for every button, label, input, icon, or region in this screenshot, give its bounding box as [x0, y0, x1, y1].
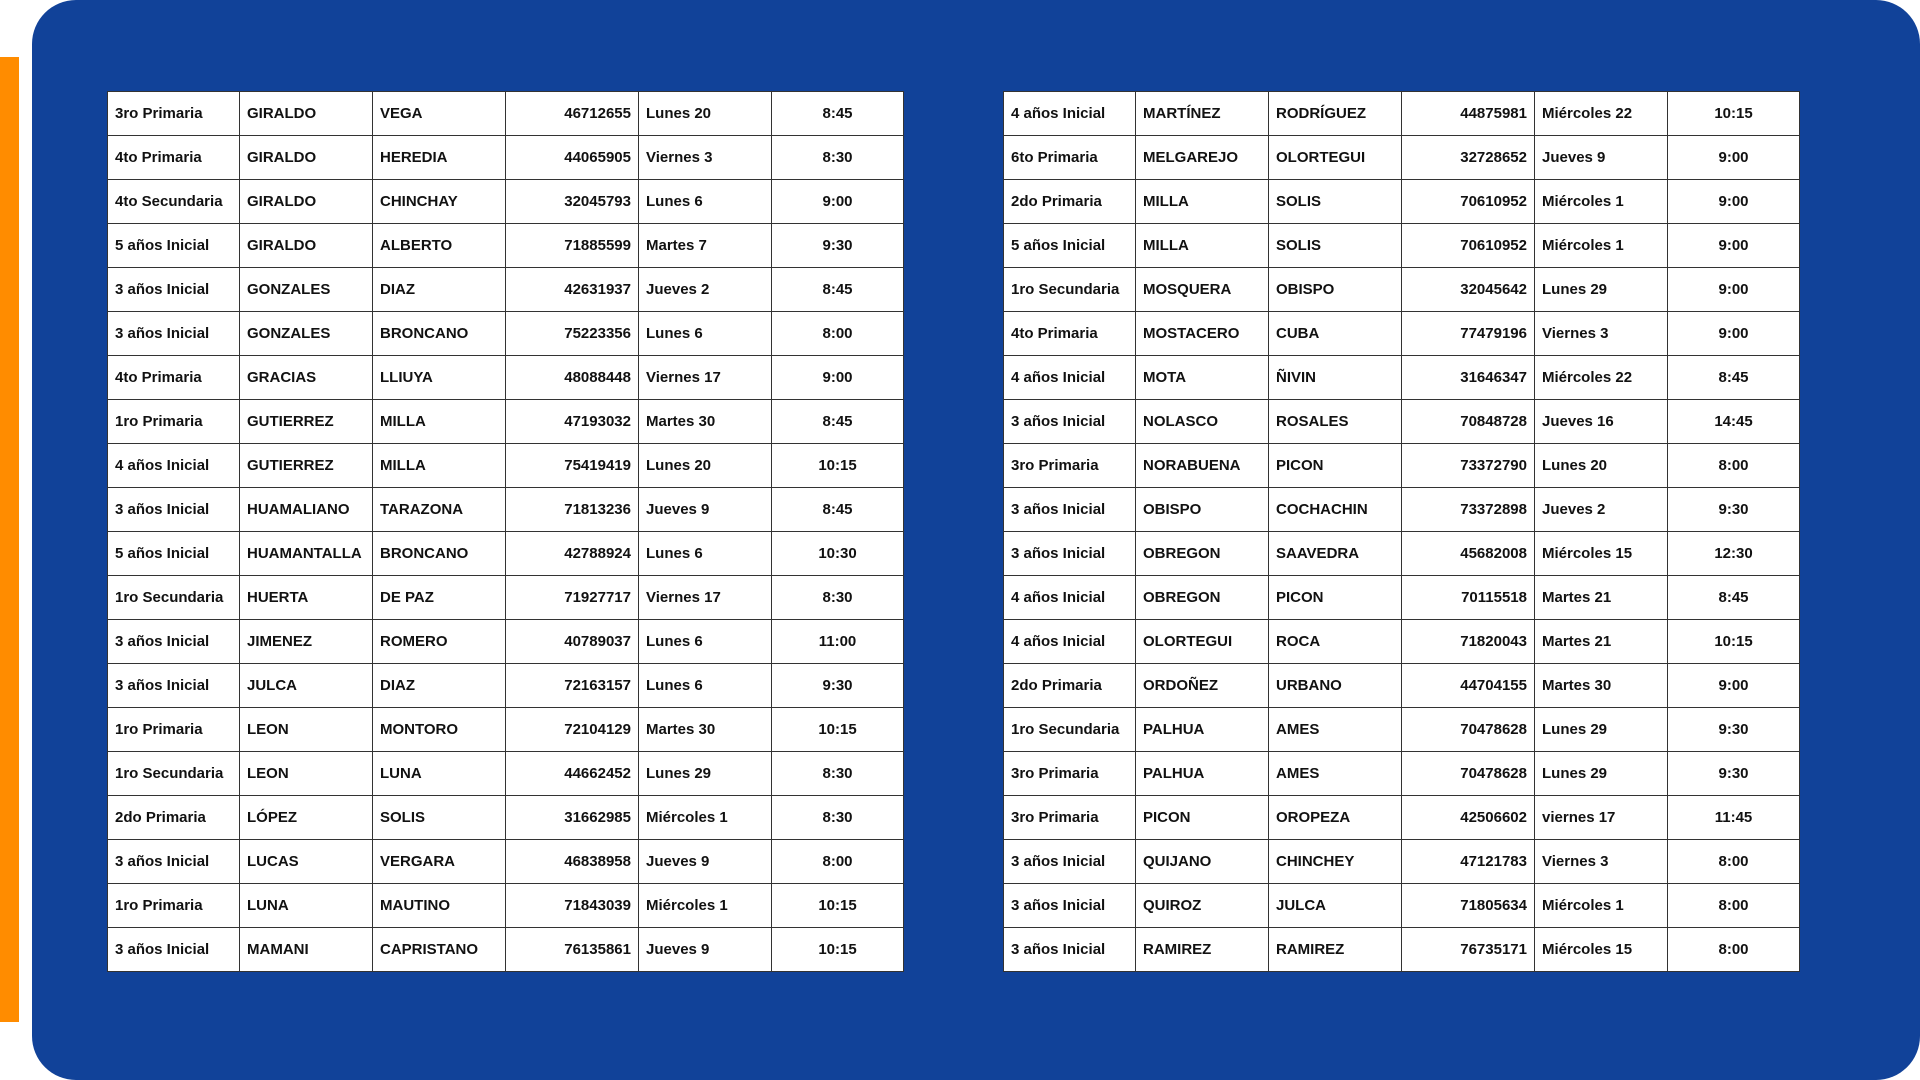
time-cell: 9:00 — [1668, 664, 1800, 708]
day-cell: Lunes 29 — [1535, 268, 1668, 312]
dni-cell: 71813236 — [506, 488, 639, 532]
first-surname-cell: OLORTEGUI — [1136, 620, 1269, 664]
time-cell: 9:30 — [772, 664, 904, 708]
grade-cell: 3 años Inicial — [1004, 884, 1136, 928]
day-cell: viernes 17 — [1535, 796, 1668, 840]
table-row — [108, 840, 904, 884]
time-cell: 10:15 — [1668, 620, 1800, 664]
schedule-table-left — [107, 91, 904, 972]
first-surname-cell: LEON — [240, 708, 373, 752]
first-surname-cell: MOSQUERA — [1136, 268, 1269, 312]
schedule-table-right — [1003, 91, 1800, 972]
first-surname-cell: RAMIREZ — [1136, 928, 1269, 972]
grade-cell: 3ro Primaria — [1004, 444, 1136, 488]
day-cell: Miércoles 22 — [1535, 356, 1668, 400]
second-surname-cell: MAUTINO — [373, 884, 506, 928]
dni-cell: 70610952 — [1402, 180, 1535, 224]
second-surname-cell: DIAZ — [373, 268, 506, 312]
dni-cell: 47193032 — [506, 400, 639, 444]
table-row — [1004, 576, 1800, 620]
table-row — [108, 444, 904, 488]
day-cell: Jueves 2 — [1535, 488, 1668, 532]
dni-cell: 72163157 — [506, 664, 639, 708]
second-surname-cell: ROCA — [1269, 620, 1402, 664]
table-row — [1004, 400, 1800, 444]
day-cell: Lunes 20 — [639, 444, 772, 488]
grade-cell: 1ro Primaria — [108, 884, 240, 928]
first-surname-cell: MAMANI — [240, 928, 373, 972]
time-cell: 9:30 — [772, 224, 904, 268]
table-row — [108, 136, 904, 180]
time-cell: 9:00 — [1668, 268, 1800, 312]
second-surname-cell: BRONCANO — [373, 312, 506, 356]
grade-cell: 4to Primaria — [108, 136, 240, 180]
second-surname-cell: OROPEZA — [1269, 796, 1402, 840]
dni-cell: 44875981 — [1402, 92, 1535, 136]
second-surname-cell: MONTORO — [373, 708, 506, 752]
grade-cell: 4to Primaria — [108, 356, 240, 400]
grade-cell: 3 años Inicial — [1004, 840, 1136, 884]
day-cell: Miércoles 1 — [639, 796, 772, 840]
table-row — [1004, 708, 1800, 752]
time-cell: 10:15 — [1668, 92, 1800, 136]
day-cell: Martes 30 — [639, 708, 772, 752]
day-cell: Lunes 6 — [639, 620, 772, 664]
dni-cell: 32045793 — [506, 180, 639, 224]
second-surname-cell: JULCA — [1269, 884, 1402, 928]
first-surname-cell: MOSTACERO — [1136, 312, 1269, 356]
dni-cell: 73372790 — [1402, 444, 1535, 488]
grade-cell: 5 años Inicial — [108, 224, 240, 268]
grade-cell: 3 años Inicial — [1004, 400, 1136, 444]
dni-cell: 44065905 — [506, 136, 639, 180]
grade-cell: 1ro Secundaria — [1004, 708, 1136, 752]
first-surname-cell: GRACIAS — [240, 356, 373, 400]
first-surname-cell: GONZALES — [240, 268, 373, 312]
table-row — [1004, 92, 1800, 136]
first-surname-cell: OBREGON — [1136, 532, 1269, 576]
grade-cell: 4 años Inicial — [1004, 576, 1136, 620]
second-surname-cell: PICON — [1269, 576, 1402, 620]
first-surname-cell: LUCAS — [240, 840, 373, 884]
day-cell: Viernes 3 — [1535, 312, 1668, 356]
second-surname-cell: VEGA — [373, 92, 506, 136]
table-row — [108, 312, 904, 356]
second-surname-cell: SAAVEDRA — [1269, 532, 1402, 576]
day-cell: Lunes 29 — [1535, 708, 1668, 752]
dni-cell: 71805634 — [1402, 884, 1535, 928]
grade-cell: 5 años Inicial — [108, 532, 240, 576]
grade-cell: 3 años Inicial — [108, 312, 240, 356]
time-cell: 9:00 — [1668, 224, 1800, 268]
dni-cell: 75223356 — [506, 312, 639, 356]
day-cell: Viernes 3 — [1535, 840, 1668, 884]
first-surname-cell: NOLASCO — [1136, 400, 1269, 444]
day-cell: Lunes 6 — [639, 180, 772, 224]
day-cell: Miércoles 15 — [1535, 532, 1668, 576]
dni-cell: 31662985 — [506, 796, 639, 840]
first-surname-cell: LUNA — [240, 884, 373, 928]
dni-cell: 71885599 — [506, 224, 639, 268]
time-cell: 11:45 — [1668, 796, 1800, 840]
time-cell: 8:00 — [1668, 444, 1800, 488]
grade-cell: 3 años Inicial — [1004, 928, 1136, 972]
time-cell: 9:30 — [1668, 708, 1800, 752]
day-cell: Lunes 20 — [1535, 444, 1668, 488]
day-cell: Miércoles 22 — [1535, 92, 1668, 136]
table-row — [108, 224, 904, 268]
day-cell: Miércoles 1 — [1535, 180, 1668, 224]
second-surname-cell: CHINCHEY — [1269, 840, 1402, 884]
table-row — [1004, 268, 1800, 312]
first-surname-cell: JIMENEZ — [240, 620, 373, 664]
table-row — [1004, 752, 1800, 796]
second-surname-cell: RODRÍGUEZ — [1269, 92, 1402, 136]
day-cell: Jueves 2 — [639, 268, 772, 312]
dni-cell: 45682008 — [1402, 532, 1535, 576]
second-surname-cell: DE PAZ — [373, 576, 506, 620]
dni-cell: 77479196 — [1402, 312, 1535, 356]
grade-cell: 4 años Inicial — [1004, 92, 1136, 136]
time-cell: 12:30 — [1668, 532, 1800, 576]
table-row — [1004, 796, 1800, 840]
grade-cell: 3 años Inicial — [108, 664, 240, 708]
orange-accent-bar — [0, 57, 19, 1022]
time-cell: 10:30 — [772, 532, 904, 576]
table-row — [1004, 356, 1800, 400]
dni-cell: 44704155 — [1402, 664, 1535, 708]
second-surname-cell: TARAZONA — [373, 488, 506, 532]
first-surname-cell: HUAMANTALLA — [240, 532, 373, 576]
time-cell: 9:00 — [772, 180, 904, 224]
day-cell: Viernes 3 — [639, 136, 772, 180]
day-cell: Miércoles 1 — [639, 884, 772, 928]
second-surname-cell: CAPRISTANO — [373, 928, 506, 972]
second-surname-cell: ROMERO — [373, 620, 506, 664]
first-surname-cell: GIRALDO — [240, 224, 373, 268]
table-row — [108, 400, 904, 444]
second-surname-cell: ROSALES — [1269, 400, 1402, 444]
time-cell: 8:45 — [1668, 356, 1800, 400]
second-surname-cell: COCHACHIN — [1269, 488, 1402, 532]
grade-cell: 1ro Primaria — [108, 708, 240, 752]
grade-cell: 4 años Inicial — [108, 444, 240, 488]
time-cell: 11:00 — [772, 620, 904, 664]
second-surname-cell: PICON — [1269, 444, 1402, 488]
dni-cell: 70478628 — [1402, 752, 1535, 796]
time-cell: 8:45 — [772, 92, 904, 136]
dni-cell: 31646347 — [1402, 356, 1535, 400]
dni-cell: 42506602 — [1402, 796, 1535, 840]
first-surname-cell: MOTA — [1136, 356, 1269, 400]
table-row — [108, 884, 904, 928]
time-cell: 9:00 — [772, 356, 904, 400]
day-cell: Lunes 29 — [639, 752, 772, 796]
second-surname-cell: MILLA — [373, 400, 506, 444]
dni-cell: 70115518 — [1402, 576, 1535, 620]
second-surname-cell: HEREDIA — [373, 136, 506, 180]
dni-cell: 72104129 — [506, 708, 639, 752]
second-surname-cell: ALBERTO — [373, 224, 506, 268]
table-row — [108, 796, 904, 840]
second-surname-cell: BRONCANO — [373, 532, 506, 576]
first-surname-cell: OBREGON — [1136, 576, 1269, 620]
dni-cell: 70478628 — [1402, 708, 1535, 752]
time-cell: 8:45 — [772, 488, 904, 532]
grade-cell: 6to Primaria — [1004, 136, 1136, 180]
table-row — [1004, 488, 1800, 532]
day-cell: Viernes 17 — [639, 356, 772, 400]
day-cell: Lunes 6 — [639, 532, 772, 576]
day-cell: Lunes 6 — [639, 664, 772, 708]
time-cell: 9:00 — [1668, 136, 1800, 180]
first-surname-cell: QUIJANO — [1136, 840, 1269, 884]
second-surname-cell: LUNA — [373, 752, 506, 796]
first-surname-cell: GIRALDO — [240, 136, 373, 180]
first-surname-cell: OBISPO — [1136, 488, 1269, 532]
grade-cell: 4 años Inicial — [1004, 356, 1136, 400]
day-cell: Miércoles 15 — [1535, 928, 1668, 972]
dni-cell: 71843039 — [506, 884, 639, 928]
table-row — [108, 752, 904, 796]
day-cell: Martes 30 — [1535, 664, 1668, 708]
day-cell: Jueves 9 — [1535, 136, 1668, 180]
grade-cell: 4to Primaria — [1004, 312, 1136, 356]
time-cell: 9:00 — [1668, 312, 1800, 356]
second-surname-cell: SOLIS — [1269, 224, 1402, 268]
time-cell: 8:00 — [1668, 884, 1800, 928]
grade-cell: 3 años Inicial — [1004, 488, 1136, 532]
second-surname-cell: CUBA — [1269, 312, 1402, 356]
dni-cell: 42788924 — [506, 532, 639, 576]
second-surname-cell: SOLIS — [373, 796, 506, 840]
first-surname-cell: ORDOÑEZ — [1136, 664, 1269, 708]
time-cell: 9:30 — [1668, 752, 1800, 796]
dni-cell: 32045642 — [1402, 268, 1535, 312]
table-row — [108, 708, 904, 752]
dni-cell: 32728652 — [1402, 136, 1535, 180]
table-row — [1004, 180, 1800, 224]
grade-cell: 3ro Primaria — [1004, 752, 1136, 796]
first-surname-cell: GIRALDO — [240, 92, 373, 136]
dni-cell: 76735171 — [1402, 928, 1535, 972]
dni-cell: 40789037 — [506, 620, 639, 664]
second-surname-cell: RAMIREZ — [1269, 928, 1402, 972]
time-cell: 10:15 — [772, 708, 904, 752]
dni-cell: 48088448 — [506, 356, 639, 400]
time-cell: 8:00 — [1668, 928, 1800, 972]
time-cell: 8:00 — [772, 840, 904, 884]
table-row — [108, 620, 904, 664]
first-surname-cell: LÓPEZ — [240, 796, 373, 840]
day-cell: Lunes 29 — [1535, 752, 1668, 796]
time-cell: 8:45 — [1668, 576, 1800, 620]
table-row — [1004, 224, 1800, 268]
grade-cell: 3ro Primaria — [108, 92, 240, 136]
table-row — [108, 928, 904, 972]
grade-cell: 3ro Primaria — [1004, 796, 1136, 840]
grade-cell: 3 años Inicial — [1004, 532, 1136, 576]
dni-cell: 71927717 — [506, 576, 639, 620]
day-cell: Lunes 6 — [639, 312, 772, 356]
grade-cell: 1ro Secundaria — [1004, 268, 1136, 312]
table-row — [108, 180, 904, 224]
grade-cell: 4 años Inicial — [1004, 620, 1136, 664]
second-surname-cell: OBISPO — [1269, 268, 1402, 312]
day-cell: Martes 30 — [639, 400, 772, 444]
time-cell: 9:30 — [1668, 488, 1800, 532]
grade-cell: 3 años Inicial — [108, 928, 240, 972]
time-cell: 8:30 — [772, 752, 904, 796]
second-surname-cell: OLORTEGUI — [1269, 136, 1402, 180]
dni-cell: 46712655 — [506, 92, 639, 136]
grade-cell: 3 años Inicial — [108, 840, 240, 884]
day-cell: Jueves 9 — [639, 488, 772, 532]
time-cell: 8:30 — [772, 796, 904, 840]
dni-cell: 70848728 — [1402, 400, 1535, 444]
table-row — [1004, 620, 1800, 664]
day-cell: Miércoles 1 — [1535, 884, 1668, 928]
table-row — [108, 532, 904, 576]
second-surname-cell: AMES — [1269, 708, 1402, 752]
grade-cell: 5 años Inicial — [1004, 224, 1136, 268]
time-cell: 8:45 — [772, 268, 904, 312]
day-cell: Jueves 9 — [639, 840, 772, 884]
day-cell: Martes 7 — [639, 224, 772, 268]
time-cell: 14:45 — [1668, 400, 1800, 444]
day-cell: Viernes 17 — [639, 576, 772, 620]
first-surname-cell: GUTIERREZ — [240, 400, 373, 444]
first-surname-cell: PALHUA — [1136, 708, 1269, 752]
grade-cell: 2do Primaria — [108, 796, 240, 840]
dni-cell: 70610952 — [1402, 224, 1535, 268]
table-row — [108, 268, 904, 312]
first-surname-cell: LEON — [240, 752, 373, 796]
time-cell: 8:30 — [772, 136, 904, 180]
time-cell: 8:00 — [772, 312, 904, 356]
table-row — [108, 488, 904, 532]
table-row — [1004, 884, 1800, 928]
day-cell: Jueves 9 — [639, 928, 772, 972]
day-cell: Miércoles 1 — [1535, 224, 1668, 268]
time-cell: 10:15 — [772, 928, 904, 972]
table-row — [108, 92, 904, 136]
day-cell: Martes 21 — [1535, 620, 1668, 664]
second-surname-cell: URBANO — [1269, 664, 1402, 708]
second-surname-cell: ÑIVIN — [1269, 356, 1402, 400]
time-cell: 9:00 — [1668, 180, 1800, 224]
dni-cell: 42631937 — [506, 268, 639, 312]
first-surname-cell: GIRALDO — [240, 180, 373, 224]
second-surname-cell: SOLIS — [1269, 180, 1402, 224]
grade-cell: 1ro Primaria — [108, 400, 240, 444]
first-surname-cell: MILLA — [1136, 180, 1269, 224]
dni-cell: 47121783 — [1402, 840, 1535, 884]
time-cell: 8:30 — [772, 576, 904, 620]
dni-cell: 73372898 — [1402, 488, 1535, 532]
table-body — [108, 92, 904, 972]
second-surname-cell: CHINCHAY — [373, 180, 506, 224]
day-cell: Lunes 20 — [639, 92, 772, 136]
dni-cell: 76135861 — [506, 928, 639, 972]
first-surname-cell: MARTÍNEZ — [1136, 92, 1269, 136]
table-row — [1004, 312, 1800, 356]
time-cell: 8:00 — [1668, 840, 1800, 884]
first-surname-cell: JULCA — [240, 664, 373, 708]
first-surname-cell: HUERTA — [240, 576, 373, 620]
first-surname-cell: QUIROZ — [1136, 884, 1269, 928]
table-row — [1004, 136, 1800, 180]
dni-cell: 46838958 — [506, 840, 639, 884]
grade-cell: 4to Secundaria — [108, 180, 240, 224]
grade-cell: 1ro Secundaria — [108, 752, 240, 796]
first-surname-cell: GONZALES — [240, 312, 373, 356]
dni-cell: 75419419 — [506, 444, 639, 488]
grade-cell: 3 años Inicial — [108, 268, 240, 312]
table-row — [1004, 664, 1800, 708]
first-surname-cell: GUTIERREZ — [240, 444, 373, 488]
second-surname-cell: AMES — [1269, 752, 1402, 796]
grade-cell: 1ro Secundaria — [108, 576, 240, 620]
grade-cell: 2do Primaria — [1004, 180, 1136, 224]
time-cell: 8:45 — [772, 400, 904, 444]
first-surname-cell: MELGAREJO — [1136, 136, 1269, 180]
grade-cell: 3 años Inicial — [108, 488, 240, 532]
time-cell: 10:15 — [772, 884, 904, 928]
grade-cell: 2do Primaria — [1004, 664, 1136, 708]
first-surname-cell: PALHUA — [1136, 752, 1269, 796]
day-cell: Jueves 16 — [1535, 400, 1668, 444]
table-body — [1004, 92, 1800, 972]
second-surname-cell: MILLA — [373, 444, 506, 488]
first-surname-cell: NORABUENA — [1136, 444, 1269, 488]
day-cell: Martes 21 — [1535, 576, 1668, 620]
table-row — [1004, 444, 1800, 488]
second-surname-cell: DIAZ — [373, 664, 506, 708]
first-surname-cell: MILLA — [1136, 224, 1269, 268]
second-surname-cell: LLIUYA — [373, 356, 506, 400]
table-row — [1004, 928, 1800, 972]
table-row — [1004, 532, 1800, 576]
second-surname-cell: VERGARA — [373, 840, 506, 884]
dni-cell: 44662452 — [506, 752, 639, 796]
grade-cell: 3 años Inicial — [108, 620, 240, 664]
table-row — [1004, 840, 1800, 884]
table-row — [108, 576, 904, 620]
table-row — [108, 356, 904, 400]
table-row — [108, 664, 904, 708]
first-surname-cell: HUAMALIANO — [240, 488, 373, 532]
first-surname-cell: PICON — [1136, 796, 1269, 840]
dni-cell: 71820043 — [1402, 620, 1535, 664]
time-cell: 10:15 — [772, 444, 904, 488]
